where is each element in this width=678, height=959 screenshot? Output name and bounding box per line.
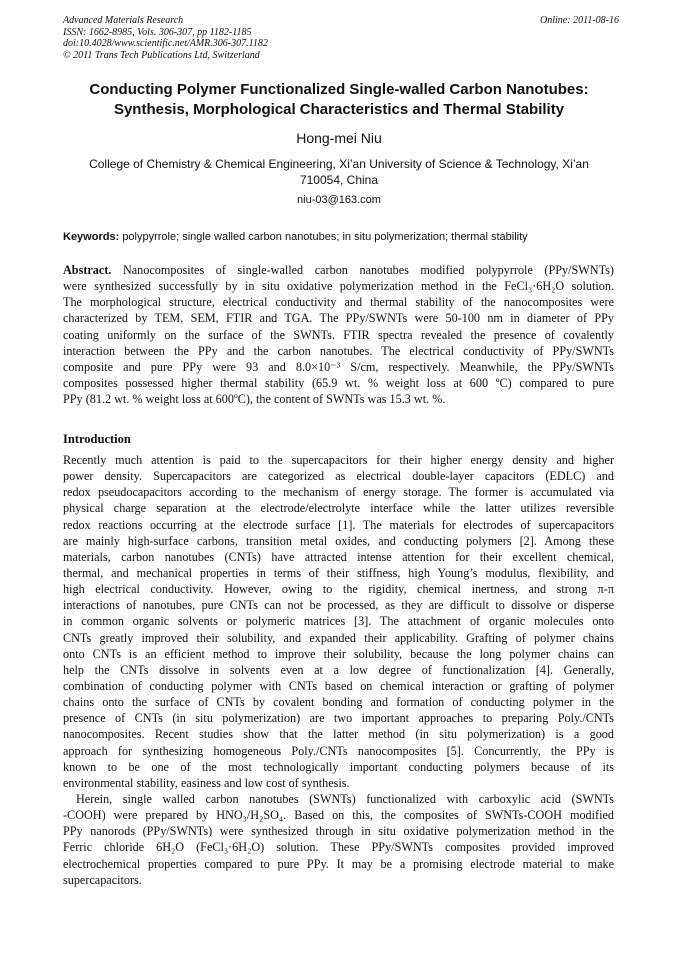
intro-line: are mainly high-surface carbons, transition metal oxides, and conducting polymers [2]. Among these xyxy=(63,533,614,548)
intro-line: interactions of nanotubes, pure CNTs can not be processed, as they are difficult to dissolve or disperse xyxy=(63,598,614,613)
intro-line: high electrical conductivity. However, owing to the rigidity, chemical inertness, and strong π-π xyxy=(63,582,614,597)
abstract-line: characterized by TEM, SEM, FTIR and TGA. The PPy/SWNTs were 50-100 nm in diameter of PPy xyxy=(63,311,614,326)
intro-line: physical charge separation at the electrode/electrolyte interface while the latter utilizes reversible xyxy=(63,501,614,516)
keywords-label: Keywords: xyxy=(63,231,120,243)
intro-line: -COOH) were prepared by HNO₃/H₂SO₄. Based on this, the composites of SWNTs-COOH modified xyxy=(63,808,614,823)
intro-line: power density. Supercapacitors are categorized as electrical double-layer capacitors (EDLC) and xyxy=(63,469,614,484)
intro-line: combination of conducting polymer with CNTs based on chemical interaction or grafting of polymer xyxy=(63,678,614,693)
intro-line: redox reactions occurring at the electrode surface [1]. The materials for electrodes of supercapacitors xyxy=(63,517,614,532)
title-line-2: Synthesis, Morphological Characteristics and Thermal Stability xyxy=(113,101,565,118)
abstract-text: Nanocomposites of single-walled carbon nanotubes modified polypyrrole (PPy/SWNTs) xyxy=(111,263,614,277)
online-date: Online: 2011-08-16 xyxy=(540,15,619,26)
intro-line: known to be one of the most technologically important conducting polymers because of its xyxy=(63,759,614,774)
doi-line: doi:10.4028/www.scientific.net/AMR.306-307.1182 xyxy=(63,38,268,49)
intro-line: onto CNTs is an efficient method to improve their solubility, because the long polymer chains can xyxy=(63,646,614,661)
journal-header xyxy=(63,15,619,61)
intro-line: in common organic solvents or polymeric matrices [3]. The attachment of organic molecules onto xyxy=(63,614,614,629)
abstract-line: coating uniformly on the surface of the SWNTs. FTIR spectra revealed the presence of covalently xyxy=(63,327,614,342)
author-email[interactable]: niu-03@163.com xyxy=(297,194,381,206)
intro-line: materials, carbon nanotubes (CNTs) have attracted intense attention for their excellent chemical, xyxy=(63,549,614,564)
abstract-line: composite and pure PPy were 93 and 8.0×10⁻³ S/cm, respectively. Meanwhile, the PPy/SWNTs xyxy=(63,359,614,374)
journal-name: Advanced Materials Research xyxy=(63,15,184,26)
keywords-line xyxy=(63,230,619,244)
title-line-1: Conducting Polymer Functionalized Single-walled Carbon Nanotubes: xyxy=(89,81,589,98)
intro-line: chains onto the surface of CNTs by covalent bonding and formation of conducting polymer in the xyxy=(63,695,614,710)
intro-line: redox pseudocapacitors according to the mechanism of energy storage. The former is accumulated via xyxy=(63,485,614,500)
intro-line: CNTs greatly improved their solubility, and expanded their applicability. Grafting of polymer chains xyxy=(63,630,614,645)
abstract-label: Abstract. xyxy=(63,263,112,277)
intro-line: approach for synthesizing homogeneous Poly./CNTs nanocomposites [5]. Concurrently, the PPy is xyxy=(63,743,614,758)
abstract-line: The morphological structure, electrical conductivity and thermal stability of the nanocomposites were xyxy=(63,295,614,310)
intro-line: electrochemical properties compared to pure PPy. It may be a promising electrode material to make xyxy=(63,856,614,871)
affiliation-line-2: 710054, China xyxy=(299,173,379,187)
intro-line: thermal, and mechanical properties in terms of their stiffness, high Young’s modulus, flexibility, and xyxy=(63,565,614,580)
section-heading-introduction: Introduction xyxy=(63,432,131,446)
introduction-body xyxy=(63,452,614,888)
abstract-line: were synthesized successfully by in situ oxidative polymerization method in the FeCl₃·6H₂O solution. xyxy=(63,279,614,294)
affiliation-line-1: College of Chemistry & Chemical Engineering, Xi’an University of Science & Technology, Xi’an xyxy=(89,157,589,171)
intro-line: help the CNTs dissolve in solvents even at a low degree of functionalization [4]. Generally, xyxy=(63,662,614,677)
author-name: Hong-mei Niu xyxy=(296,130,382,146)
abstract xyxy=(63,262,614,407)
abstract-line: interaction between the PPy and the carbon nanotubes. The electrical conductivity of PPy/SWNTs xyxy=(63,343,614,358)
abstract-line: composites possessed higher thermal stability (65.9 wt. % weight loss at 600 ºC) compared to pure xyxy=(63,375,614,390)
intro-line: presence of CNTs (in situ polymerization) are two important approaches to preparing Poly./CNTs xyxy=(63,711,614,726)
intro-line: supercapacitors. xyxy=(63,872,142,887)
issn-line: ISSN: 1662-8985, Vols. 306-307, pp 1182-1185 xyxy=(63,26,252,38)
intro-line: nanocomposites. Recent studies show that the latter method (in situ polymerization) is a good xyxy=(63,727,614,742)
copyright-line: © 2011 Trans Tech Publications Ltd, Switzerland xyxy=(63,49,260,61)
intro-line: environmental stability, easiness and low cost of synthesis. xyxy=(63,775,350,790)
intro-line: Ferric chloride 6H₂O (FeCl₃·6H₂O) solution. These PPy/SWNTs composites provided improved xyxy=(63,840,614,855)
paper-title xyxy=(40,80,638,120)
keywords-text: polypyrrole; single walled carbon nanotubes; in situ polymerization; thermal stability xyxy=(122,231,528,243)
abstract-line: PPy (81.2 wt. % weight loss at 600ºC), the content of SWNTs was 15.3 wt. %. xyxy=(63,392,446,407)
abstract-line xyxy=(63,262,614,278)
affiliation xyxy=(63,156,615,188)
intro-line: PPy nanorods (PPy/SWNTs) were synthesized through in situ oxidative polymerization method in the xyxy=(63,824,614,839)
intro-line: Recently much attention is paid to the supercapacitors for their higher energy density and higher xyxy=(63,453,614,467)
intro-line: Herein, single walled carbon nanotubes (SWNTs) functionalized with carboxylic acid (SWNTs xyxy=(76,791,614,806)
